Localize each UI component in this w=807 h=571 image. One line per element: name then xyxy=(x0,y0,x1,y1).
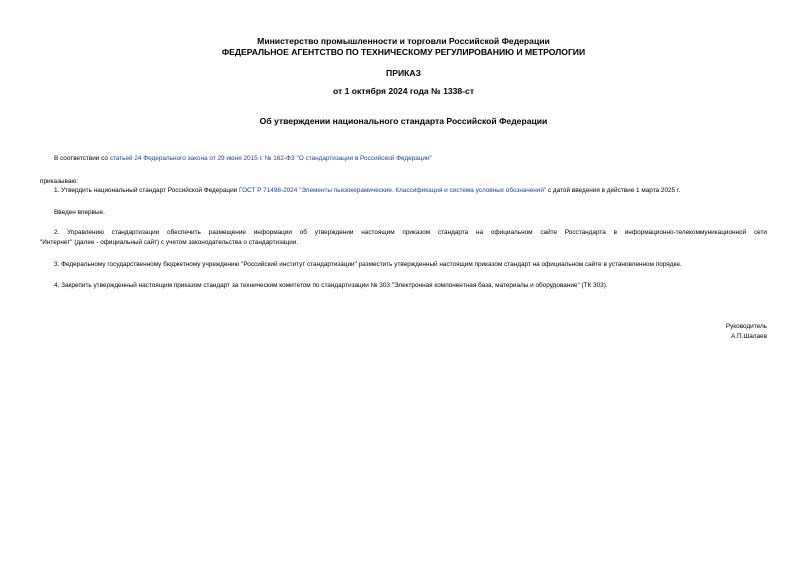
federal-law-link[interactable]: статьей 24 Федерального закона от 29 июня 2015 г. № 162-ФЗ "О стандартизации в Российской Федерации" xyxy=(109,155,432,162)
date-number: от 1 октября 2024 года № 1338-ст xyxy=(332,86,475,96)
first-intro-note: Введен впервые. xyxy=(54,209,105,216)
signature-position: Руководитель xyxy=(725,323,767,330)
item-1-prefix: 1. Утвердить национальный стандарт Российской Федерации xyxy=(54,187,239,194)
preamble-prefix: В соответствии со xyxy=(54,155,110,162)
item-3: 3. Федеральному государственному бюджетному учреждению "Российский институт стандартизации" разместить утвержденный настоящим приказом стандарт на официальном сайте в установленном порядке. xyxy=(54,261,682,268)
item-2-line-2: "Интернет" (далее - официальный сайт) с учетом законодательства о стандартизации. xyxy=(40,239,299,246)
order-word: приказываю: xyxy=(40,178,78,185)
page-title: Об утверждении национального стандарта Российской Федерации xyxy=(259,116,548,126)
ministry-title: Министерство промышленности и торговли Российской Федерации xyxy=(257,36,550,46)
item-2-line-1: 2. Управлению стандартизации обеспечить размещение информации об утверждении настоящим приказом стандарта на официальном сайте Росстандарта в информационно-телекоммуникационной сети xyxy=(54,229,767,236)
item-4: 4. Закрепить утвержденный настоящим приказом стандарт за техническим комитетом по стандартизации № 303 "Электронная компонентная база, материалы и оборудование" (ТК 303). xyxy=(54,282,608,289)
agency-title: ФЕДЕРАЛЬНОЕ АГЕНТСТВО ПО ТЕХНИЧЕСКОМУ РЕГУЛИРОВАНИЮ И МЕТРОЛОГИИ xyxy=(221,47,586,57)
preamble xyxy=(54,155,432,163)
gost-standard-link[interactable]: ГОСТ Р 71498-2024 "Элементы пьезокерамические. Классификация и система условных обозначений" xyxy=(238,187,547,194)
signature-name: А.П.Шалаев xyxy=(730,333,767,340)
doc-type: ПРИКАЗ xyxy=(386,68,421,78)
item-1-suffix: с датой введения в действие 1 марта 2025 г. xyxy=(546,187,681,194)
item-1 xyxy=(54,187,680,195)
